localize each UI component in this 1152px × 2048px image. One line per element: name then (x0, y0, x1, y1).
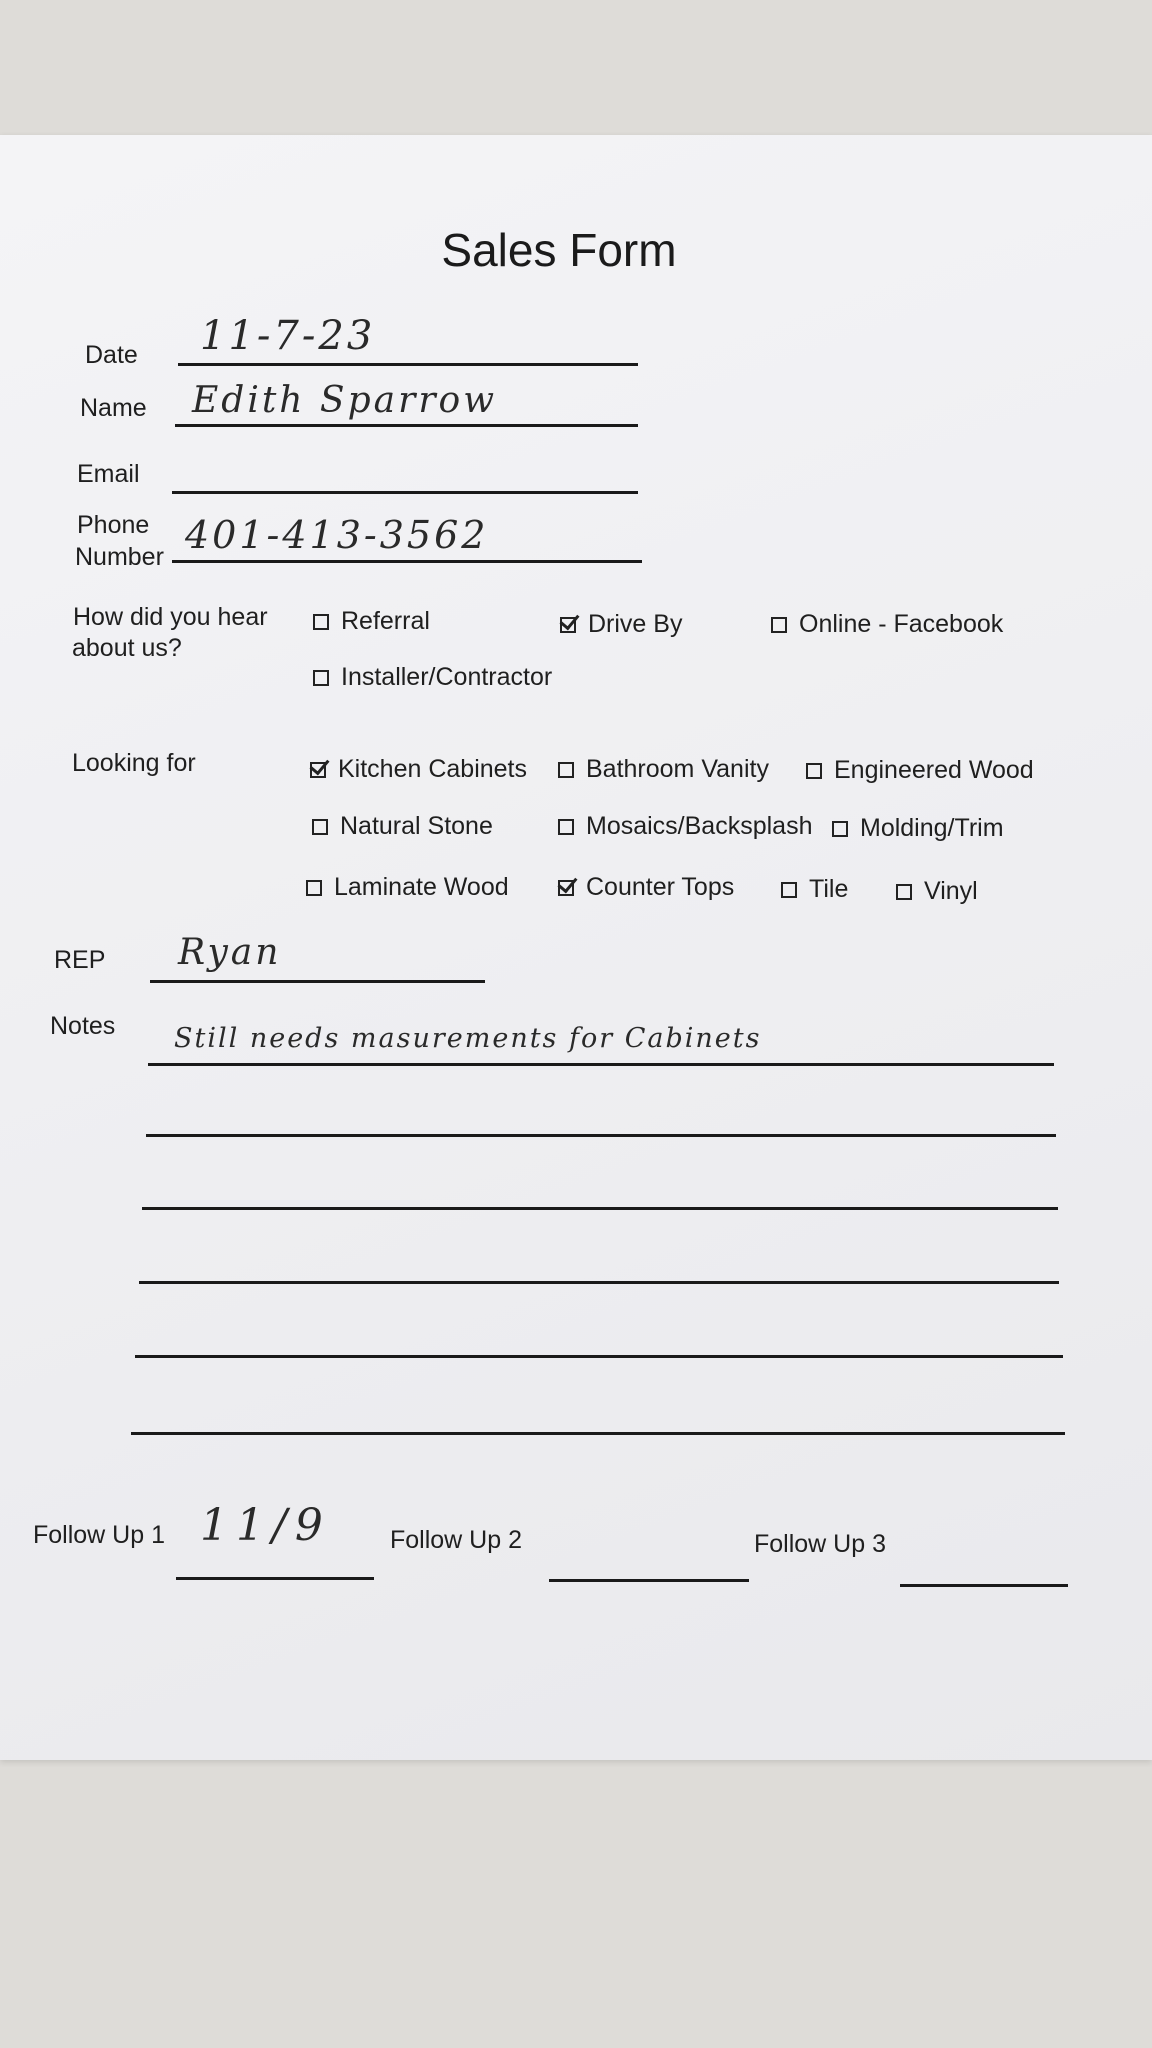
notes-line-5[interactable] (135, 1355, 1063, 1358)
hear-about-label-2: about us? (72, 634, 182, 662)
notes-line-4[interactable] (139, 1281, 1059, 1284)
option-referral[interactable] (313, 607, 430, 636)
option-label: Tile (809, 875, 849, 903)
option-label: Counter Tops (586, 873, 735, 901)
option-label: Natural Stone (340, 812, 493, 840)
date-line (178, 363, 638, 366)
option-installer-contractor[interactable] (313, 663, 552, 692)
option-online-facebook[interactable] (771, 610, 1003, 639)
date-value[interactable]: 11-7-23 (200, 313, 376, 359)
date-label: Date (85, 341, 138, 369)
option-label: Molding/Trim (860, 814, 1004, 842)
rep-label: REP (54, 946, 106, 974)
checkbox-tile[interactable] (781, 882, 797, 898)
checkbox-molding-trim[interactable] (832, 821, 848, 837)
checkbox-natural-stone[interactable] (312, 819, 328, 835)
option-label: Drive By (588, 610, 683, 638)
follow-up-3-label: Follow Up 3 (754, 1530, 886, 1558)
option-tile[interactable] (781, 875, 848, 904)
checkbox-laminate-wood[interactable] (306, 880, 322, 896)
follow-up-1-label: Follow Up 1 (33, 1521, 165, 1549)
email-line[interactable] (172, 491, 638, 494)
checkbox-referral[interactable] (313, 614, 329, 630)
option-mosaics-backsplash[interactable] (558, 812, 812, 841)
option-label: Referral (341, 607, 430, 635)
follow-up-1-line (176, 1577, 374, 1580)
checkbox-engineered-wood[interactable] (806, 763, 822, 779)
notes-line-2[interactable] (146, 1134, 1056, 1137)
phone-value[interactable]: 401-413-3562 (185, 513, 489, 557)
phone-label: Phone (77, 511, 150, 539)
option-bathroom-vanity[interactable] (558, 755, 769, 784)
rep-line (150, 980, 485, 983)
option-molding-trim[interactable] (832, 814, 1004, 843)
name-value[interactable]: Edith Sparrow (192, 380, 498, 421)
looking-for-label: Looking for (72, 749, 196, 777)
checkbox-mosaics-backsplash[interactable] (558, 819, 574, 835)
notes-line-6[interactable] (131, 1432, 1065, 1435)
option-label: Bathroom Vanity (586, 755, 769, 783)
name-line (175, 424, 638, 427)
follow-up-2-label: Follow Up 2 (390, 1526, 522, 1554)
sales-form-paper (0, 135, 1152, 1760)
option-label: Online - Facebook (799, 610, 1004, 638)
option-label: Installer/Contractor (341, 663, 553, 691)
option-engineered-wood[interactable] (806, 756, 1034, 785)
option-label: Laminate Wood (334, 873, 509, 901)
notes-line-3[interactable] (142, 1207, 1058, 1210)
option-label: Mosaics/Backsplash (586, 812, 813, 840)
follow-up-1-value[interactable]: 11/9 (200, 1500, 331, 1551)
option-laminate-wood[interactable] (306, 873, 509, 902)
form-title: Sales Form (441, 224, 677, 276)
checkbox-kitchen-cabinets[interactable] (310, 762, 326, 778)
checkbox-installer-contractor[interactable] (313, 670, 329, 686)
option-counter-tops[interactable] (558, 873, 734, 902)
phone-line (172, 560, 642, 563)
follow-up-2-line[interactable] (549, 1579, 749, 1582)
option-label: Kitchen Cabinets (338, 755, 528, 783)
option-label: Vinyl (924, 877, 978, 905)
notes-line-1 (148, 1063, 1054, 1066)
notes-line-1-text[interactable]: Still needs masurements for Cabinets (174, 1023, 762, 1054)
follow-up-3-line[interactable] (900, 1584, 1068, 1587)
option-vinyl[interactable] (896, 877, 978, 906)
option-drive-by[interactable] (560, 610, 682, 639)
checkbox-vinyl[interactable] (896, 884, 912, 900)
notes-label: Notes (50, 1012, 116, 1040)
hear-about-label-1: How did you hear (73, 603, 268, 631)
option-kitchen-cabinets[interactable] (310, 755, 527, 784)
phone-label-number: Number (75, 543, 164, 571)
checkbox-counter-tops[interactable] (558, 880, 574, 896)
rep-value[interactable]: Ryan (178, 932, 282, 973)
option-label: Engineered Wood (834, 756, 1034, 784)
checkbox-drive-by[interactable] (560, 617, 576, 633)
checkbox-bathroom-vanity[interactable] (558, 762, 574, 778)
email-label: Email (77, 460, 140, 488)
option-natural-stone[interactable] (312, 812, 493, 841)
checkbox-online-facebook[interactable] (771, 617, 787, 633)
name-label: Name (80, 394, 147, 422)
